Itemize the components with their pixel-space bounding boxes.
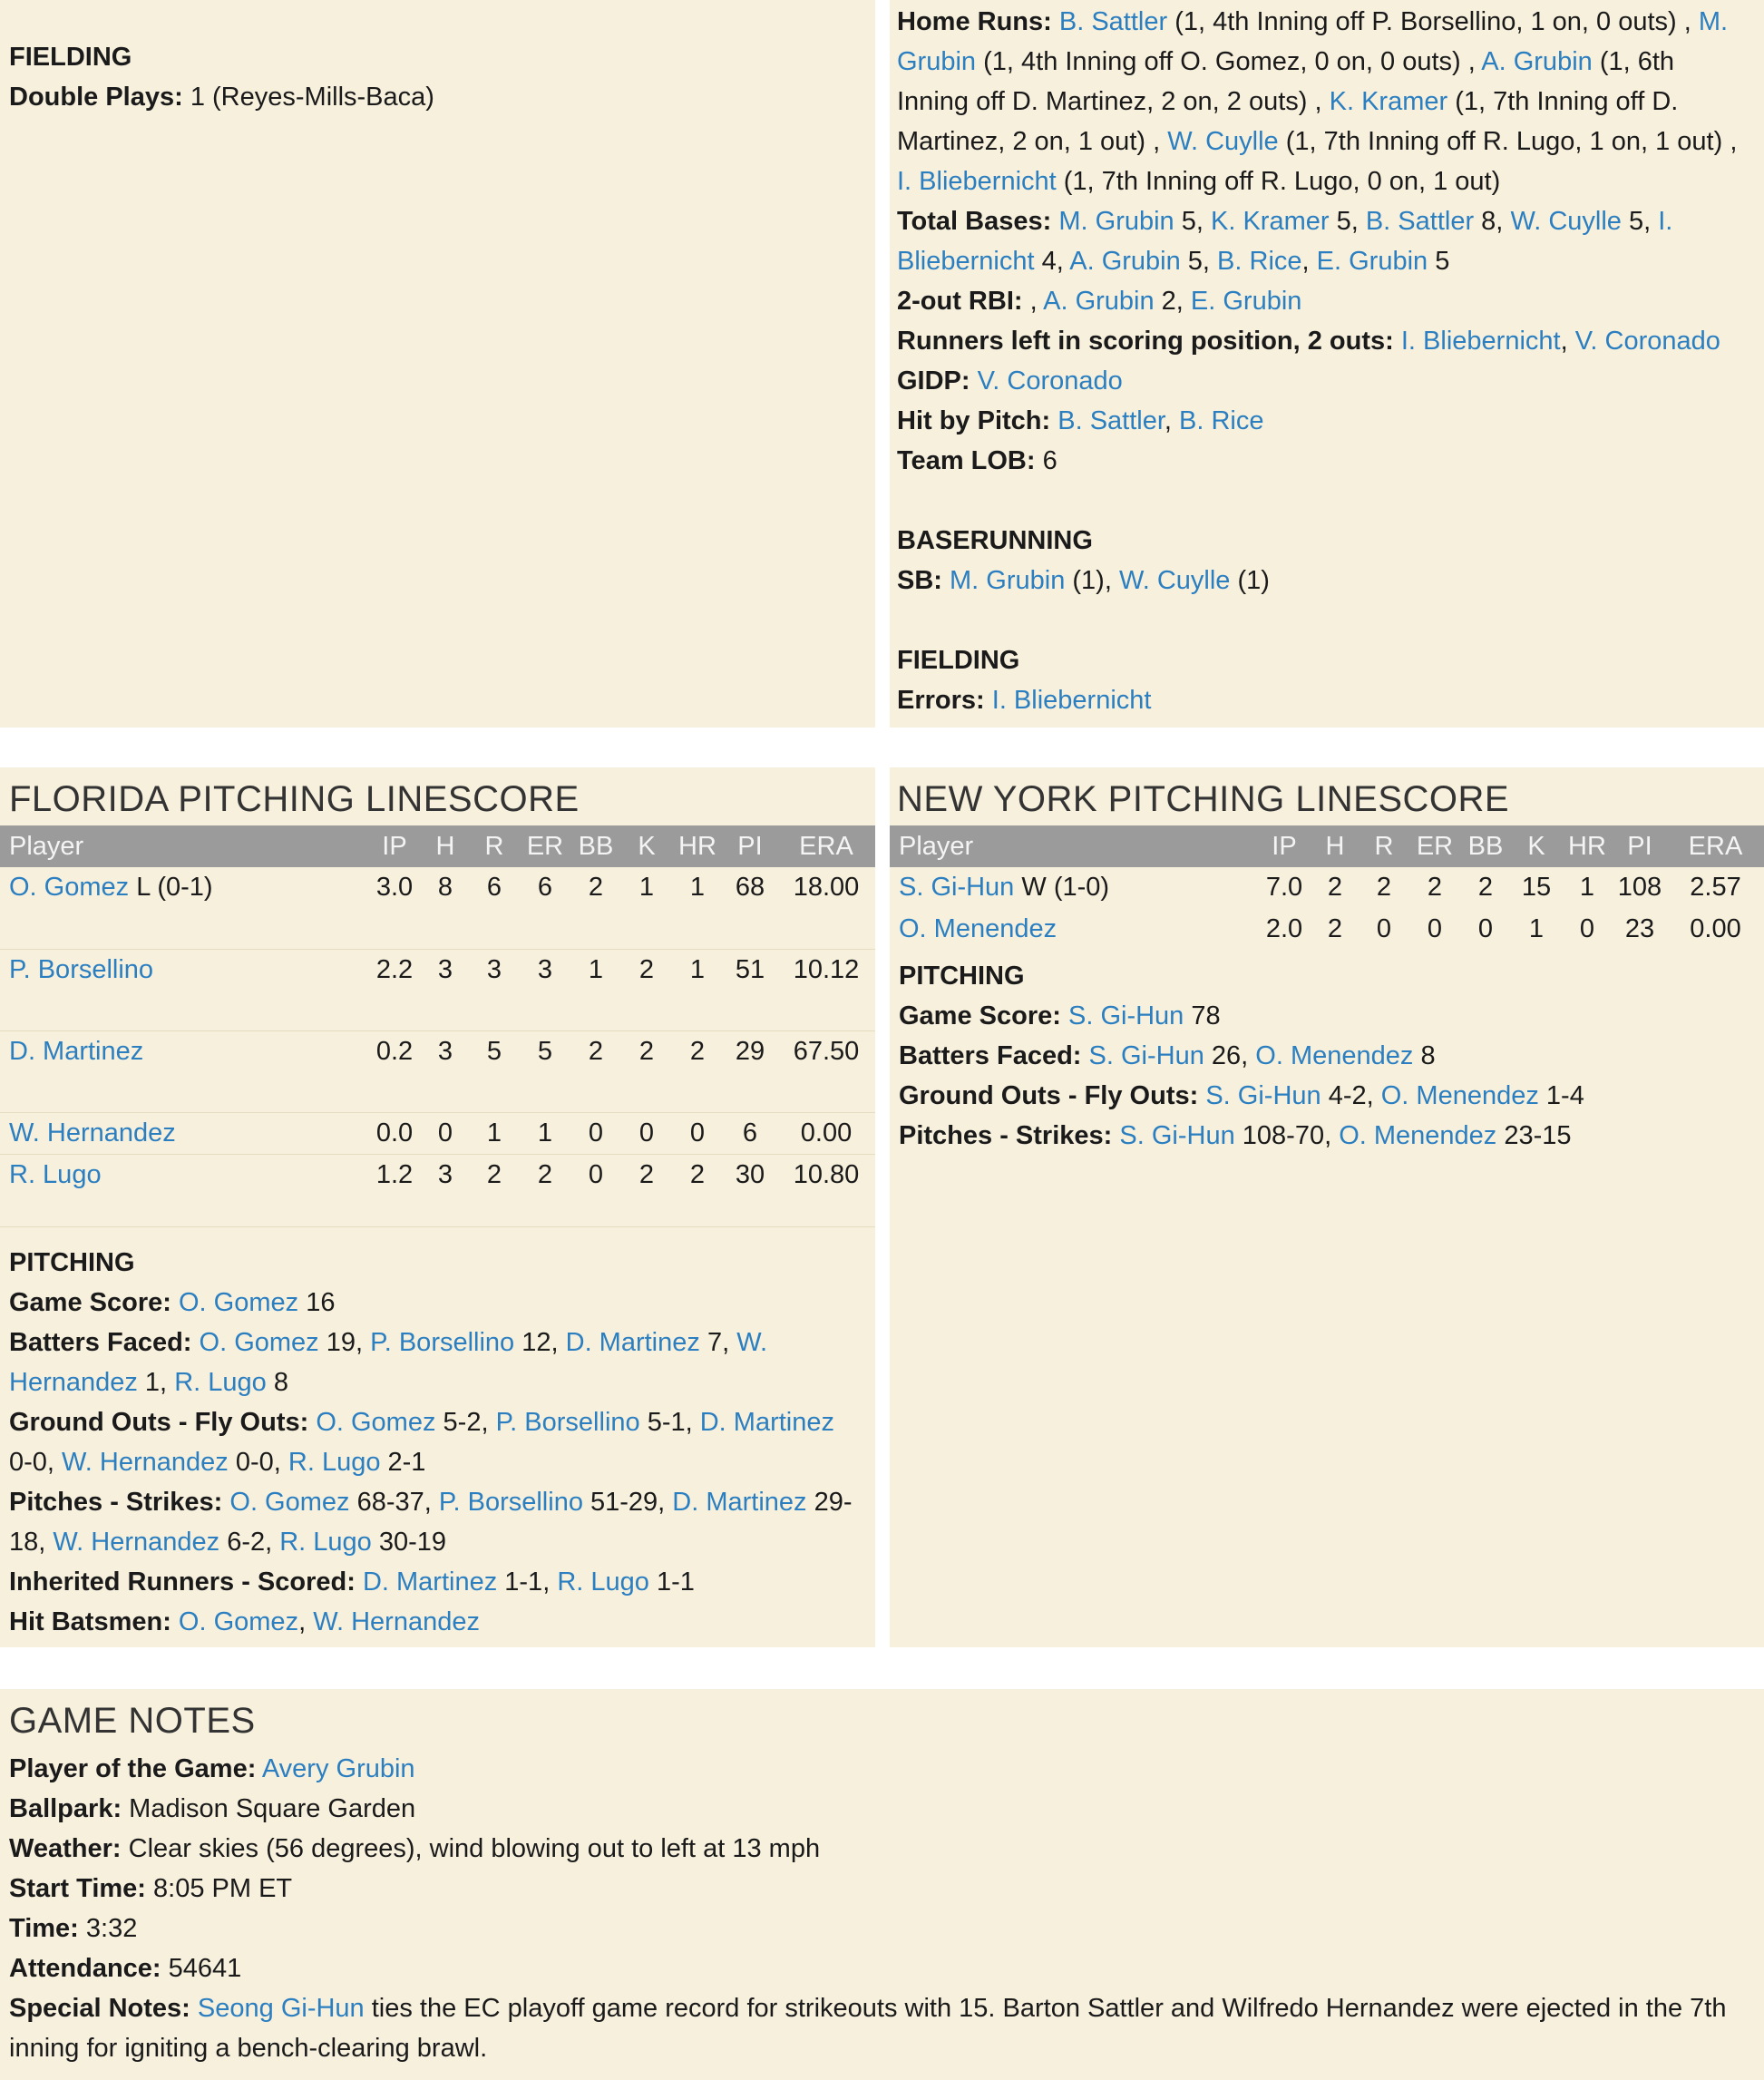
player-link[interactable]: B. Rice <box>1179 406 1264 435</box>
stat-detail: 1-1, <box>497 1567 558 1597</box>
stat-detail: 5-2, <box>435 1408 496 1437</box>
stat-detail: (1), <box>1065 566 1119 595</box>
stat-detail: 4, <box>1034 247 1070 276</box>
stat-detail: (1, 4th Inning off O. Gomez, 0 on, 0 outs) , <box>976 47 1482 76</box>
player-link[interactable]: S. Gi-Hun <box>1067 1001 1184 1030</box>
stat-detail: 29-18, <box>9 1488 853 1557</box>
stat-cell: 2 <box>1376 873 1392 902</box>
stat-cell: 6 <box>537 873 553 902</box>
go-fo-line <box>899 1076 1753 1116</box>
pitching-linescore-table <box>0 825 875 1227</box>
stat-cell: 68 <box>735 873 765 902</box>
player-link[interactable]: D. Martinez <box>565 1328 700 1357</box>
pitcher-row <box>0 867 875 949</box>
player-link[interactable]: R. Lugo <box>279 1528 372 1557</box>
player-link[interactable]: I. Bliebernicht <box>897 167 1057 196</box>
player-link[interactable]: R. Lugo <box>174 1368 267 1397</box>
risp-line <box>897 321 1753 361</box>
pitching-header: PITCHING <box>899 962 1025 991</box>
player-link[interactable]: W. Hernandez <box>9 1118 176 1147</box>
batters-faced-line <box>9 1323 864 1402</box>
stat-detail: 8, <box>1474 207 1511 236</box>
stat-detail: , <box>1164 406 1180 435</box>
stat-cell: 0 <box>588 1159 604 1189</box>
stat-cell: 1.2 <box>375 1159 414 1189</box>
batters-faced-label: Batters Faced: <box>899 1041 1082 1070</box>
stat-cell: 0 <box>1579 914 1595 943</box>
player-link[interactable]: M. Grubin <box>950 566 1066 595</box>
game-score-line <box>899 996 1753 1036</box>
stat-detail: , <box>1301 247 1317 276</box>
game-score-label: Game Score: <box>9 1288 171 1317</box>
stat-cell: 1 <box>537 1118 553 1147</box>
player-link[interactable]: A. Grubin <box>1481 47 1593 76</box>
column-header: HR <box>672 825 723 867</box>
player-link[interactable]: W. Hernandez <box>53 1528 220 1557</box>
player-link[interactable]: O. Menendez <box>1339 1121 1497 1150</box>
stat-detail: 108-70, <box>1234 1121 1340 1150</box>
column-header: R <box>469 825 520 867</box>
stat-detail: 16 <box>298 1288 336 1317</box>
player-link[interactable]: W. Hernandez <box>313 1607 480 1636</box>
player-link[interactable]: O. Menendez <box>1255 1041 1414 1070</box>
stat-detail: 7, <box>699 1328 737 1357</box>
weather-label: Weather: <box>9 1834 122 1863</box>
batters-faced-line <box>899 1036 1753 1076</box>
player-link[interactable]: S. Gi-Hun <box>1119 1121 1235 1150</box>
errors-label: Errors: <box>897 686 985 715</box>
special-notes-label: Special Notes: <box>9 1994 190 2023</box>
stat-cell: 2 <box>537 1159 553 1189</box>
inherited-label: Inherited Runners - Scored: <box>9 1567 356 1597</box>
stat-cell: 0 <box>689 1118 706 1147</box>
pitches-strikes-line <box>899 1116 1753 1156</box>
team-lob-line <box>897 441 1753 481</box>
player-link[interactable]: P. Borsellino <box>495 1408 640 1437</box>
florida-pitching-panel <box>0 767 875 1647</box>
stat-detail: 12, <box>514 1328 566 1357</box>
column-header: Player <box>0 825 367 867</box>
stat-cell: 2 <box>638 954 655 984</box>
player-link[interactable]: D. Martinez <box>9 1036 144 1066</box>
ballpark-value: Madison Square Garden <box>122 1794 416 1823</box>
gidp-line <box>897 361 1753 401</box>
column-header: BB <box>1460 825 1511 867</box>
player-link[interactable]: O. Gomez <box>178 1607 299 1636</box>
stat-cell: 15 <box>1521 873 1552 902</box>
ballpark-line <box>9 1789 1737 1829</box>
player-link[interactable]: P. Borsellino <box>370 1328 515 1357</box>
player-link[interactable]: K. Kramer <box>1329 87 1448 116</box>
stat-cell: 3 <box>486 954 502 984</box>
stat-cell: 23 <box>1624 914 1655 943</box>
pitches-strikes-label: Pitches - Strikes: <box>9 1488 223 1517</box>
game-score-line <box>9 1283 864 1323</box>
player-link[interactable]: D. Martinez <box>362 1567 498 1597</box>
stat-cell: 1 <box>1579 873 1595 902</box>
player-link[interactable]: B. Sattler <box>1057 406 1165 435</box>
total-bases-label: Total Bases: <box>897 207 1052 236</box>
stat-cell: 1 <box>638 873 655 902</box>
stat-cell: 108 <box>1617 873 1662 902</box>
player-link[interactable]: S. Gi-Hun <box>899 873 1015 902</box>
player-link[interactable]: B. Rice <box>1217 247 1302 276</box>
hbp-label: Hit by Pitch: <box>897 406 1051 435</box>
attendance-label: Attendance: <box>9 1954 161 1983</box>
stat-cell: 6 <box>742 1118 758 1147</box>
stat-cell: 3 <box>437 1036 453 1066</box>
stat-cell: 2 <box>1327 914 1343 943</box>
attendance-line <box>9 1948 1737 1988</box>
hit-batsmen-label: Hit Batsmen: <box>9 1607 171 1636</box>
double-plays-value: 1 (Reyes-Mills-Baca) <box>190 83 434 112</box>
start-time-label: Start Time: <box>9 1874 146 1903</box>
player-link[interactable]: B. Sattler <box>1365 207 1475 236</box>
stat-cell: 67.50 <box>793 1036 860 1066</box>
player-link[interactable]: W. Cuylle <box>1167 127 1279 156</box>
stat-detail: (1) <box>1230 566 1270 595</box>
player-link[interactable]: K. Kramer <box>1211 207 1330 236</box>
game-time-line <box>9 1909 1737 1948</box>
ballpark-label: Ballpark: <box>9 1794 122 1823</box>
pitcher-row <box>0 949 875 1030</box>
pitcher-row <box>0 1030 875 1112</box>
game-score-label: Game Score: <box>899 1001 1061 1030</box>
stat-cell: 3.0 <box>375 873 414 902</box>
two-out-rbi-prefix: , <box>1022 287 1044 316</box>
pitches-strikes-line <box>9 1482 864 1562</box>
fielding-header: FIELDING <box>897 646 1020 675</box>
player-link[interactable]: I. Bliebernicht <box>1400 327 1561 356</box>
player-link[interactable]: O. Gomez <box>316 1408 436 1437</box>
column-header: H <box>422 825 469 867</box>
stat-cell: 10.12 <box>793 954 860 984</box>
hit-batsmen-line <box>9 1602 864 1642</box>
player-link[interactable]: O. Menendez <box>899 914 1057 943</box>
player-link[interactable]: O. Gomez <box>229 1488 350 1517</box>
player-link[interactable]: Seong Gi-Hun <box>197 1994 365 2023</box>
attendance-value: 54641 <box>161 1954 242 1983</box>
special-notes-text: ties the EC playoff game record for strikeouts with 15. Barton Sattler and Wilfredo Hernandez were ejected in the 7th inning for igniting a bench-clearing brawl. <box>9 1994 1727 2063</box>
pitcher-row <box>890 867 1764 909</box>
go-fo-label: Ground Outs - Fly Outs: <box>9 1408 309 1437</box>
inherited-runners-line <box>9 1562 864 1602</box>
column-header: H <box>1311 825 1359 867</box>
stat-cell: 51 <box>735 954 765 984</box>
player-link[interactable]: O. Gomez <box>199 1328 319 1357</box>
double-plays-line <box>9 77 864 117</box>
stat-detail: (1, 7th Inning off R. Lugo, 1 on, 1 out) , <box>1278 127 1738 156</box>
column-header: K <box>621 825 672 867</box>
weather-value: Clear skies (56 degrees), wind blowing out to left at 13 mph <box>121 1834 821 1863</box>
stat-detail: (1, 4th Inning off P. Borsellino, 1 on, 0 outs) , <box>1167 7 1699 36</box>
stat-cell: 2 <box>1427 873 1443 902</box>
stat-detail: 19, <box>318 1328 371 1357</box>
stat-detail: 4-2, <box>1321 1081 1381 1110</box>
team-lob-value: 6 <box>1035 446 1057 475</box>
total-bases-line <box>897 201 1753 281</box>
gidp-label: GIDP: <box>897 366 970 395</box>
decision: L (0-1) <box>129 873 213 902</box>
stat-cell: 3 <box>537 954 553 984</box>
column-header: HR <box>1562 825 1613 867</box>
stat-detail: 1-1 <box>648 1567 695 1597</box>
player-link[interactable]: D. Martinez <box>699 1408 834 1437</box>
pitcher-cell <box>0 1112 367 1154</box>
stat-detail: , <box>1560 327 1575 356</box>
newyork-batting-notes-panel <box>890 0 1764 728</box>
pitcher-cell <box>0 1030 367 1112</box>
stat-cell: 3 <box>437 1159 453 1189</box>
player-link[interactable]: D. Martinez <box>672 1488 807 1517</box>
stat-cell: 2 <box>1327 873 1343 902</box>
stat-detail: 68-37, <box>349 1488 439 1517</box>
stat-cell: 2 <box>638 1159 655 1189</box>
home-runs-line <box>897 2 1753 201</box>
start-time-line <box>9 1869 1737 1909</box>
player-link[interactable]: R. Lugo <box>557 1567 649 1597</box>
home-runs-label: Home Runs: <box>897 7 1052 36</box>
player-link[interactable]: A. Grubin <box>1043 287 1155 316</box>
player-link[interactable]: W. Hernandez <box>62 1448 229 1477</box>
stat-detail: 0-0, <box>228 1448 288 1477</box>
stat-cell: 1 <box>689 873 706 902</box>
player-link[interactable]: I. Bliebernicht <box>897 207 1673 276</box>
stat-cell: 2 <box>689 1159 706 1189</box>
stat-detail: 2-1 <box>380 1448 426 1477</box>
batters-faced-label: Batters Faced: <box>9 1328 192 1357</box>
stat-cell: 1 <box>1528 914 1545 943</box>
stat-cell: 10.80 <box>793 1159 860 1189</box>
player-link[interactable]: S. Gi-Hun <box>1088 1041 1204 1070</box>
team-lob-label: Team LOB: <box>897 446 1036 475</box>
player-link[interactable]: P. Borsellino <box>438 1488 583 1517</box>
stat-detail: 5 <box>1428 247 1450 276</box>
player-link[interactable]: M. Grubin <box>1058 207 1174 236</box>
stat-cell: 0 <box>1477 914 1494 943</box>
stat-cell: 5 <box>537 1036 553 1066</box>
stat-cell: 0 <box>1376 914 1392 943</box>
stat-cell: 3 <box>437 954 453 984</box>
stat-detail: 51-29, <box>582 1488 673 1517</box>
fielding-header: FIELDING <box>9 43 132 72</box>
newyork-pitching-panel <box>890 767 1764 1647</box>
stat-cell: 18.00 <box>793 873 860 902</box>
two-out-rbi-label: 2-out RBI: <box>897 287 1023 316</box>
player-link[interactable]: S. Gi-Hun <box>1205 1081 1321 1110</box>
game-time-value: 3:32 <box>78 1914 138 1943</box>
stat-cell: 2 <box>638 1036 655 1066</box>
sb-label: SB: <box>897 566 942 595</box>
pitcher-row <box>0 1154 875 1226</box>
player-link[interactable]: O. Menendez <box>1380 1081 1539 1110</box>
pitcher-row <box>890 909 1764 951</box>
player-link[interactable]: W. Hernandez <box>9 1328 768 1397</box>
stat-cell: 8 <box>437 873 453 902</box>
column-header: PI <box>723 825 777 867</box>
stat-cell: 2.57 <box>1690 873 1741 902</box>
stat-detail: 23-15 <box>1496 1121 1572 1150</box>
stat-cell: 6 <box>486 873 502 902</box>
stat-cell: 1 <box>486 1118 502 1147</box>
stat-cell: 29 <box>735 1036 765 1066</box>
game-time-label: Time: <box>9 1914 79 1943</box>
column-header: ERA <box>1667 825 1764 867</box>
stat-detail: 78 <box>1184 1001 1221 1030</box>
stolen-bases-line <box>897 561 1753 601</box>
player-link[interactable]: W. Cuylle <box>1510 207 1622 236</box>
column-header: PI <box>1613 825 1667 867</box>
baserunning-header: BASERUNNING <box>897 526 1093 555</box>
column-header: IP <box>1257 825 1311 867</box>
player-link[interactable]: Avery Grubin <box>261 1754 415 1783</box>
pitcher-row <box>0 1112 875 1154</box>
stat-detail: 30-19 <box>371 1528 447 1557</box>
go-fo-label: Ground Outs - Fly Outs: <box>899 1081 1199 1110</box>
stat-cell: 2 <box>588 1036 604 1066</box>
start-time-value: 8:05 PM ET <box>145 1874 293 1903</box>
player-link[interactable]: M. Grubin <box>897 7 1729 76</box>
stat-detail: 5, <box>1329 207 1366 236</box>
game-notes-panel <box>0 1689 1764 2080</box>
stat-cell: 2 <box>689 1036 706 1066</box>
two-out-rbi-line <box>897 281 1753 321</box>
errors-line <box>897 680 1753 720</box>
section-title: GAME NOTES <box>9 1701 256 1741</box>
stat-detail: (1, 7th Inning off R. Lugo, 0 on, 1 out) <box>1056 167 1501 196</box>
stat-cell: 30 <box>735 1159 765 1189</box>
stat-detail: 5, <box>1621 207 1659 236</box>
double-plays-label: Double Plays: <box>9 83 183 112</box>
stat-cell: 0.0 <box>375 1118 414 1147</box>
special-notes-line <box>9 1988 1737 2068</box>
go-fo-line <box>9 1402 864 1482</box>
stat-cell: 0 <box>1427 914 1443 943</box>
stat-cell: 0.00 <box>800 1118 853 1147</box>
player-link[interactable]: I. Bliebernicht <box>991 686 1152 715</box>
pitcher-cell <box>890 909 1257 951</box>
table-header-row <box>0 825 875 867</box>
player-link[interactable]: R. Lugo <box>9 1159 102 1189</box>
player-link[interactable]: P. Borsellino <box>9 954 154 984</box>
risp-label: Runners left in scoring position, 2 outs: <box>897 327 1394 356</box>
player-link[interactable]: O. Gomez <box>9 873 130 902</box>
stat-detail: 2, <box>1154 287 1191 316</box>
player-link[interactable]: V. Coronado <box>977 366 1123 395</box>
pitcher-cell <box>890 867 1257 909</box>
column-header: ERA <box>777 825 875 867</box>
player-link[interactable]: O. Gomez <box>178 1288 299 1317</box>
stat-cell: 2 <box>1477 873 1494 902</box>
stat-detail: 5, <box>1180 247 1218 276</box>
stat-detail: , <box>298 1607 314 1636</box>
stat-cell: 0.2 <box>375 1036 414 1066</box>
section-title: FLORIDA PITCHING LINESCORE <box>9 779 580 819</box>
section-title: NEW YORK PITCHING LINESCORE <box>897 779 1510 819</box>
stat-cell: 5 <box>486 1036 502 1066</box>
weather-line <box>9 1829 1737 1869</box>
stat-detail: 5-1, <box>639 1408 700 1437</box>
stat-cell: 0 <box>638 1118 655 1147</box>
stat-detail: 1, <box>137 1368 175 1397</box>
decision: W (1-0) <box>1014 873 1110 902</box>
table-header-row <box>890 825 1764 867</box>
florida-batting-notes-panel <box>0 0 875 728</box>
pitching-linescore-table <box>890 825 1764 951</box>
stat-cell: 2.0 <box>1265 914 1303 943</box>
stat-cell: 2.2 <box>375 954 414 984</box>
column-header: ER <box>520 825 570 867</box>
stat-cell: 2 <box>486 1159 502 1189</box>
pitching-header: PITCHING <box>9 1248 135 1277</box>
stat-cell: 1 <box>689 954 706 984</box>
stat-detail: 5, <box>1174 207 1211 236</box>
stat-detail: (1, 7th Inning off D. Martinez, 2 on, 1 out) , <box>897 87 1679 156</box>
player-link[interactable]: W. Cuylle <box>1118 566 1231 595</box>
stat-detail: 6-2, <box>219 1528 280 1557</box>
pitches-strikes-label: Pitches - Strikes: <box>899 1121 1113 1150</box>
pitcher-cell <box>0 949 367 1030</box>
stat-cell: 0.00 <box>1690 914 1741 943</box>
hbp-line <box>897 401 1753 441</box>
stat-detail: 0-0, <box>9 1448 63 1477</box>
column-header: ER <box>1409 825 1460 867</box>
player-link[interactable]: R. Lugo <box>288 1448 381 1477</box>
column-header: BB <box>570 825 621 867</box>
player-link[interactable]: B. Sattler <box>1058 7 1168 36</box>
stat-cell: 7.0 <box>1265 873 1303 902</box>
column-header: Player <box>890 825 1257 867</box>
stat-detail: 1-4 <box>1538 1081 1584 1110</box>
column-header: IP <box>367 825 422 867</box>
stat-cell: 0 <box>437 1118 453 1147</box>
player-link[interactable]: V. Coronado <box>1574 327 1720 356</box>
pitcher-cell <box>0 1154 367 1226</box>
stat-detail: 8 <box>266 1368 288 1397</box>
column-header: K <box>1511 825 1562 867</box>
player-link[interactable]: A. Grubin <box>1069 247 1181 276</box>
stat-cell: 1 <box>588 954 604 984</box>
stat-cell: 0 <box>588 1118 604 1147</box>
player-link[interactable]: E. Grubin <box>1190 287 1302 316</box>
stat-detail: 8 <box>1413 1041 1436 1070</box>
potg-label: Player of the Game: <box>9 1754 257 1783</box>
stat-detail: (1, 6th Inning off D. Martinez, 2 on, 2 outs) , <box>897 47 1675 116</box>
stat-detail: 26, <box>1204 1041 1256 1070</box>
stat-cell: 2 <box>588 873 604 902</box>
player-of-game-line <box>9 1749 1737 1789</box>
pitcher-cell <box>0 867 367 949</box>
player-link[interactable]: E. Grubin <box>1316 247 1428 276</box>
column-header: R <box>1359 825 1409 867</box>
